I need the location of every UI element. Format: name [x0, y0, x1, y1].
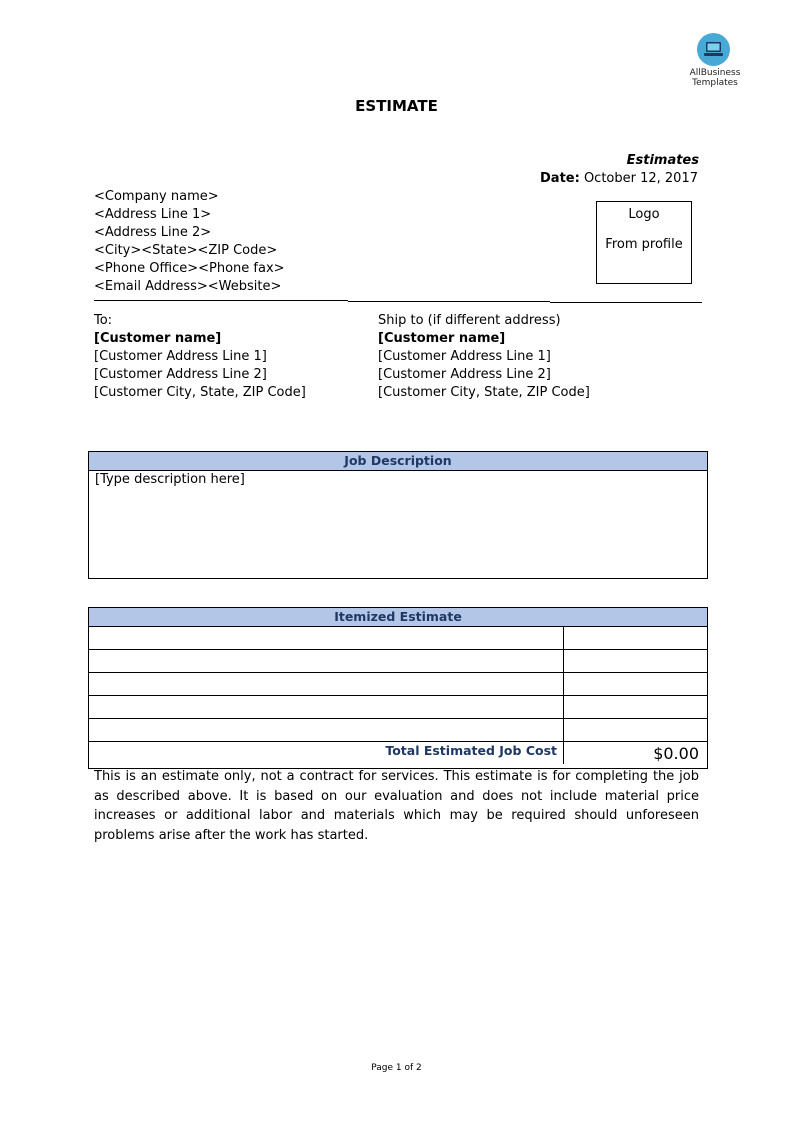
bill-to-block — [94, 312, 306, 402]
date-label: Date: — [540, 171, 580, 186]
logo-placeholder-subtitle: From profile — [605, 237, 683, 252]
estimate-row — [89, 696, 707, 719]
itemized-estimate-header: Itemized Estimate — [89, 608, 707, 627]
column-divider — [563, 742, 564, 764]
column-divider — [563, 719, 564, 741]
bill-to-city-state-zip[interactable]: [Customer City, State, ZIP Code] — [94, 385, 306, 400]
job-description-header: Job Description — [89, 452, 707, 471]
laptop-icon — [704, 41, 723, 58]
logo-placeholder[interactable] — [596, 201, 692, 284]
bill-to-address-1[interactable]: [Customer Address Line 1] — [94, 349, 267, 364]
column-divider — [563, 627, 564, 649]
page-number: Page 1 of 2 — [371, 1063, 422, 1073]
estimate-row — [89, 650, 707, 673]
company-block — [94, 188, 285, 296]
bill-to-address-2[interactable]: [Customer Address Line 2] — [94, 367, 267, 382]
brand-name-line2: Templates — [692, 78, 738, 88]
date-value[interactable]: October 12, 2017 — [583, 171, 698, 186]
bill-to-label: To: — [94, 313, 113, 328]
column-divider — [563, 650, 564, 672]
column-divider — [563, 673, 564, 695]
column-divider — [563, 696, 564, 718]
total-label: Total Estimated Job Cost — [385, 743, 557, 758]
estimates-label: Estimates — [626, 153, 699, 168]
ship-to-city-state-zip[interactable]: [Customer City, State, ZIP Code] — [378, 385, 590, 400]
disclaimer-text: This is an estimate only, not a contract for services. This estimate is for completing the job as described above. It is based on our evaluation and does not include material price increases or additional labor and materials which may be required should unforeseen problems arise after the work has started. — [94, 769, 699, 843]
separator-line — [550, 302, 702, 303]
estimate-row — [89, 673, 707, 696]
company-address-1[interactable]: <Address Line 1> — [94, 207, 212, 222]
company-phones[interactable]: <Phone Office><Phone fax> — [94, 261, 285, 276]
logo-placeholder-title: Logo — [628, 207, 660, 222]
company-city-state-zip[interactable]: <City><State><ZIP Code> — [94, 243, 278, 258]
estimate-row — [89, 627, 707, 650]
ship-to-address-1[interactable]: [Customer Address Line 1] — [378, 349, 551, 364]
ship-to-address-2[interactable]: [Customer Address Line 2] — [378, 367, 551, 382]
total-value: $0.00 — [653, 744, 699, 763]
job-description-table — [88, 451, 708, 579]
date-line — [540, 170, 698, 188]
separator-line — [94, 300, 348, 301]
separator-line — [348, 301, 550, 302]
total-row — [89, 742, 707, 764]
brand-name-line1: AllBusiness — [689, 68, 741, 78]
ship-to-block — [378, 312, 590, 402]
estimate-row — [89, 719, 707, 742]
ship-to-name[interactable]: [Customer name] — [378, 331, 506, 346]
job-description-field[interactable]: [Type description here] — [95, 472, 245, 487]
company-name[interactable]: <Company name> — [94, 189, 219, 204]
company-address-2[interactable]: <Address Line 2> — [94, 225, 212, 240]
company-email-website[interactable]: <Email Address><Website> — [94, 279, 282, 294]
brand-name — [680, 68, 750, 88]
brand-logo — [697, 33, 730, 66]
ship-to-label: Ship to (if different address) — [378, 313, 561, 328]
itemized-estimate-table — [88, 607, 708, 769]
page-title: ESTIMATE — [355, 97, 438, 115]
bill-to-name[interactable]: [Customer name] — [94, 331, 222, 346]
